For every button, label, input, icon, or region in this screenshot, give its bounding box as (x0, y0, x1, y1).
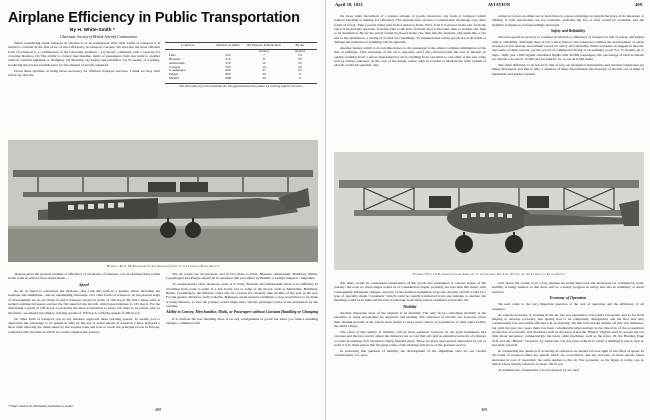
paragraph: It is obvious the less handling there is on any consignment of goods the more you reduce handling charges, combined with (166, 316, 318, 325)
table-note: The time taken by train and boat are the approximate times taken by existing express services. (165, 83, 317, 89)
table-cell: 800 (225, 72, 231, 77)
table-header-cell: By Express Train & Boat (247, 43, 281, 47)
paragraph: In considering the question of economy in operation we should not lose sight of the effect of speed. In all forms of transport there are speeds which are economical, and any increase on these speeds raises increases in cost of operation; the same applies to the air. The economy, as the figure is today, one is, which I have already referred, of about 100 m.p.h. (492, 348, 644, 366)
table-cell: Brussels (169, 56, 181, 61)
paragraph: Another important asset of the airplane is its mobility. The only factor controlling mobility is the necessity of using aerodromes for departure and landing. The operation of aircraft can, however, place their landing grounds at the places most useful to serve great centers of population, or with equal facility the small village. (334, 311, 486, 329)
page-number: 409 (481, 407, 488, 412)
left-column-intro (8, 41, 160, 79)
paragraph: The air routes are all practical, and in fact those to Paris, Brussels, Amsterdam, Hamburg, Berlin, Copenhagen and Prague should be in operation this year either by British or foreign transport companies. (166, 272, 318, 281)
table-cell: Copenhagen (169, 68, 186, 73)
paragraph: well above the clouds or in a fog; engines are being improved and developed for commercial work; stability is being studied, so that there will be a steady progress in safety and also in reliability of aerial services. (492, 281, 644, 294)
paragraph: As far as speed is concerned, the airplane—and I use this term in a generic sense, including the seaplane and amphibian—has an outstanding advantage over other forms of transport. At the present stage of development we do not think of aerial transport except in terms of 100 m.p.h. By this I mean what is termed commercial speed, and not the full speed of the aircraft, which approximates to 125 m.p.h. For the time being a speed of 100 m.p.h. is probably the most economical to adopt, but there is no reason why, in the future, we should not employ cruising speeds of 150 m.p.h. with big speeds of 200 m.p.h. (8, 289, 160, 315)
handley-page-photo (8, 140, 318, 262)
table-cell: Madrid (169, 76, 179, 81)
table-cell: 600 (225, 68, 231, 73)
table-cell: Prague (169, 72, 179, 77)
airplane-photo-drawing (8, 140, 318, 262)
paragraph: airplane gives the greatest promise of efficiency of all modes of transport. Let us examine these points in the order in which I have stated them:— (8, 272, 160, 281)
right-page-column-2-lower (492, 281, 644, 374)
table-cell: 3½ (297, 64, 303, 69)
right-page-column-2-top (492, 14, 644, 77)
table-cell: 8 (263, 56, 265, 61)
running-header (335, 3, 642, 8)
table-header-cell: London to (181, 43, 195, 47)
footnote: * Paper read at the Milwaukee Exhibition, London. (8, 404, 74, 408)
table-cell: Amsterdam (169, 60, 185, 65)
section-heading-mobility: Mobility (403, 304, 417, 309)
table-cell: 1000 (224, 76, 232, 81)
table-cell: 215 (225, 56, 231, 61)
vickers-vimy-photo (334, 152, 644, 270)
table-cell: 225 (225, 52, 231, 57)
right-column-lower (166, 272, 318, 327)
table-cell: 7 (263, 52, 265, 57)
table-cell: 2½ (297, 56, 303, 61)
page-number: 408 (155, 407, 162, 412)
header-page: 409 (635, 2, 642, 7)
table-cell: Cologne (169, 64, 181, 69)
paragraph: No other form of transport can in any measure approach these startling speeds. To enable you to appreciate the advantage to be gained in time by the use of aerial means of transport I have prepared a short table showing the times taken by the express train and boat to reach the principal towns in Europe, compared with the time in which we could complete the journey. (8, 316, 160, 334)
paragraph: The chief difficulty to be solved is that of fog; air navigation instruments and wireless telephones are being developed, and this is only a question of time. Nevertheless the majority of aircraft out of sight of landmarks and guides; equally (492, 62, 644, 76)
table-cell: 310 (225, 60, 231, 65)
table-header (165, 42, 317, 50)
paragraph: The next question we have to consider in relation to efficiency of transport is that of safety, and linked with it, reliability. Although there is but a short history and experience behind the development of aerial transport, it has already an excellent record for safety and reliability. While accidents do happen in aircraft, and some of them serious, yet the record of commercial flying is exceedingly good. For 17 months up to Sept., 1920, just 1,000 regular scheduled flights with 30,000 passengers, the percentage of fatal accidents for aircraft was one in 12,500 and for injuries 15, or one in 6,500 miles. (492, 35, 644, 62)
section-heading-ability: Ability to Convey, Merchandise, Mails, or Passengers without Constant Handling or Changing (166, 310, 318, 315)
right-page-column-1-top (334, 14, 486, 69)
article-title: Airplane Efficiency in Public Transportation (8, 10, 300, 26)
paragraph: Given these qualities as being those necessary for efficient transport services, I think we may with safety say that the (8, 68, 160, 77)
paragraph: To conspicuously short distances, such as to Paris, Brussels and Amsterdam, there is no difficulty in travelling from point to point in a few hours, but to some of the places, such as Marseilles, Hamburg, Berlin, Copenhagen, the distance could also be covered for certainly nine months of the year in the day. For the greater distances, such as Rome, Budapest, under present conditions a stop would have to be made at some distance, so that the journey would begin early and the passenger arrive at his destination by the evening. (166, 282, 318, 308)
header-date: April 18, 1921 (335, 2, 363, 7)
paragraph: The value of this quality of mobility will be most apparent, however, in our great dominions and colonies and the new world, where the distances are so vast that rail, and an extensive network of railways or roads in existing civil aviation is being founded upon. There are great open spaces untouched by rail or road; it is in these places that the great value of the airplane will prove of the greatest service. (334, 329, 486, 347)
article-byline: By H. White-Smith * (70, 28, 115, 33)
table-cell: 14 (262, 64, 266, 69)
paragraph: When considering aerial transport in relation to or in comparison with other forms of transport it is useful to consider in the first place of what efficiency in transport consists. We find that the most efficient form of transport is a combination of the following qualities:—(1) Speed, combined with a capacity for covering distance. (2) The ability to convey merchandise, mails or passengers from one point to another without constant handling or changing. (3) Mobility. (4) Safety and reliability. (5) Economy of working, producing the lowest possible price for the amount of service rendered. (8, 41, 160, 67)
table-cell: 11 (298, 76, 302, 81)
table-cell: Paris (169, 52, 176, 57)
table-cell: 350 (225, 64, 231, 69)
section-heading-safety: Safety and Reliability (550, 29, 586, 34)
paragraph: As regards economy of working in the air, the war experience was purely retrograde, and so far from helping to develop economy, that quality had to be completely disregarded, and the first and only consideration was successful efficiency in air fighting. We still have hardly shaken off this war influence, but with the past two years there has been considerable improvement in the direction of the economical production of economy. War machines such as the Airco 9 and the "Bristol" Fighter used to operate per ton mile about ten-pence; comparatively, the latest cabin machines, such as the Airco 18, the Handley Page W.8, and the "Bristol" 10-seater, by which the cost has been reduced to about 5 shillings 6 pence, that is, less than one-half. (492, 312, 644, 347)
right-page (325, 0, 650, 420)
right-page-column-1-lower (334, 281, 486, 359)
table-cell: 12 (262, 60, 266, 65)
airplane-photo-drawing (334, 152, 644, 270)
table-cell: 6½ (297, 68, 303, 73)
section-heading-economy: Economy of Operation (549, 296, 587, 301)
author-affiliation: Chairman, Society of British Aircraft Constructors (60, 35, 137, 39)
paragraph: In reviewing this question of mobility the development of the amphibian calls for our careful consideration, for, oper- (334, 348, 486, 358)
paragraph: We next come to the very important question of the cost of operation and the efficiency of air transport. (492, 302, 644, 311)
table-cell: 34 (262, 72, 266, 77)
table-cell: 3½ (297, 60, 303, 65)
table-cell: 46 (262, 76, 266, 81)
table-header-cell: Distance in Miles (216, 43, 240, 47)
table-header-cell: By Air (295, 43, 305, 47)
paragraph: Another feature which is of real importance to the passenger is the almost complete elimination of the risk of pilferage. This advantage of the air is apparent, and I am convinced that the loss of interest on capital resulting from a parcel despatched by air is anything from one-third to one-sixth of the rate when sent by surface transport. In the case of the longer routes, such as London to Madrid, the relay system of aircraft would be operated, and (334, 45, 486, 68)
travel-times-table (165, 42, 317, 89)
header-journal: AVIATION (487, 2, 511, 7)
paragraph: the more rapid movement of a greater amount of goods; moreover, any form of transport which reduces handling is making for efficiency. The airplane here secures a considerable advantage over other forms of travel. Take a parcel being sent from London to Paris. First of all it is placed in the van, from the van it is moved into the train, from the train to the boat, from the boat to the train, then to another van, then to its destination. By air the parcel would be placed in the van, then into the airplane, and again into a van and to the destination, a saving of at least two handlings. To business-men whose goods are at all liable to damage the reduction of handling will be apparent. (334, 14, 486, 45)
table-row (165, 77, 317, 81)
photo-caption: Handley Page 18-Passenger Cabin Airplane Used on the London–Paris Service (106, 264, 220, 268)
photo-caption: Vickers-Vimy 12-Passenger Cabin Airplane of the Instone Air Line, Flying on the London to Paris Service (412, 272, 566, 276)
table-cell: (hours) (295, 48, 305, 53)
table-cell: 2½ (297, 52, 303, 57)
left-column-lower (8, 272, 160, 335)
paragraph: that there would be consequent transference of the goods and passengers at various stages of the journey; but even so, these stages would be of considerable length, probably not less than 400 miles, with consequently infrequent changes, and part of the detailed equipment of goods-carrying aircraft would be a type of specially made "containers" which could be rapidly transferred from one airplane to another, the handling would be in bulk and the risk of pilferage from these sealed containers practically nil. (334, 281, 486, 303)
paragraph: To examine the comparative cost of transport by air, land (498, 367, 579, 372)
table-cell: 9 (299, 72, 301, 77)
paragraph: acting as it does on either sea or land, there is a great advantage as regards the place of its departure or landing. If land aerodromes are not available, probably the sea or river would be available, and the mobility is therefore correspondingly increased. (492, 14, 644, 27)
table-cell: 27 (262, 68, 266, 73)
section-heading-speed: Speed (79, 282, 89, 287)
table-cell: (hours) (259, 48, 269, 53)
